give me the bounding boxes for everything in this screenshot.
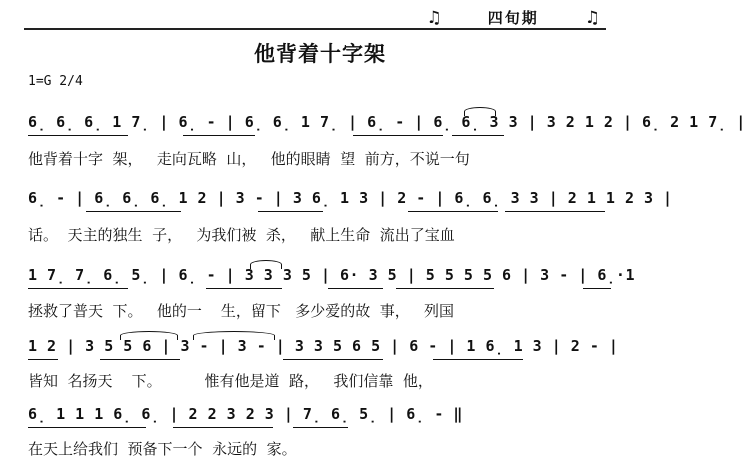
jianpu-notes: 6̣ - | 6̣ 6̣ 6̣ 1 2 | 3 - | 3 6̣ 1 3 | 2 - | 6̣ 6̣ 3 3 | 2 1 1 2 3 | [28,189,673,207]
jianpu-notes: 6̣ 6̣ 6̣ 1 7̣ | 6̣ - | 6̣ 6̣ 1 7̣ | 6̣ - | 6̣ 6̣ 3 3 | 3 2 1 2 | 6̣ 2 1 7̣ | [28,113,746,131]
song-title: 他背着十字架 [254,42,386,66]
jianpu-notes: 1 7̣ 7̣ 6̣ 5̣ | 6̣ - | 3 3 3 5 | 6· 3 5 | 5 5 5 5 6 | 3 - | 6̣·1 [28,266,635,284]
lyrics-row-3: 拯救了普天 下。 他的一 生，留下 多少爱的故 事， 列国 [28,302,455,320]
notation-row-4 [28,337,619,363]
lyrics-row-2: 话。 天主的独生 子， 为我们被 杀， 献上生命 流出了宝血 [28,226,455,244]
jianpu-notes: 6̣ 1 1 1 6̣ 6̣ | 2 2 3 2 3 | 7̣ 6̣ 5̣ | 6̣ - ‖ [28,405,463,423]
key-signature: 1=G 2/4 [28,74,83,89]
notation-row-1 [28,113,746,139]
lyrics-row-5: 在天上给我们 预备下一个 永远的 家。 [28,440,297,458]
jianpu-notes: 1 2 | 3 5 5 6 | 3 - | 3 - | 3 3 5 6 5 | 6 - | 1 6̣ 1 3 | 2 - | [28,337,619,355]
notation-row-3 [28,266,635,292]
lyrics-row-1: 他背着十字 架， 走向瓦略 山， 他的眼睛 望 前方，不说一句 [28,150,470,168]
music-note-icon: ♫ [426,8,442,28]
lyrics-row-4: 皆知 名扬天 下。 惟有他是道 路， 我们信靠 他， [28,372,433,390]
notation-row-2 [28,189,673,215]
header [426,7,600,28]
section-label: 四旬期 [487,9,539,27]
header-rule [24,28,606,30]
music-note-icon: ♫ [584,8,600,28]
notation-row-5 [28,405,610,431]
